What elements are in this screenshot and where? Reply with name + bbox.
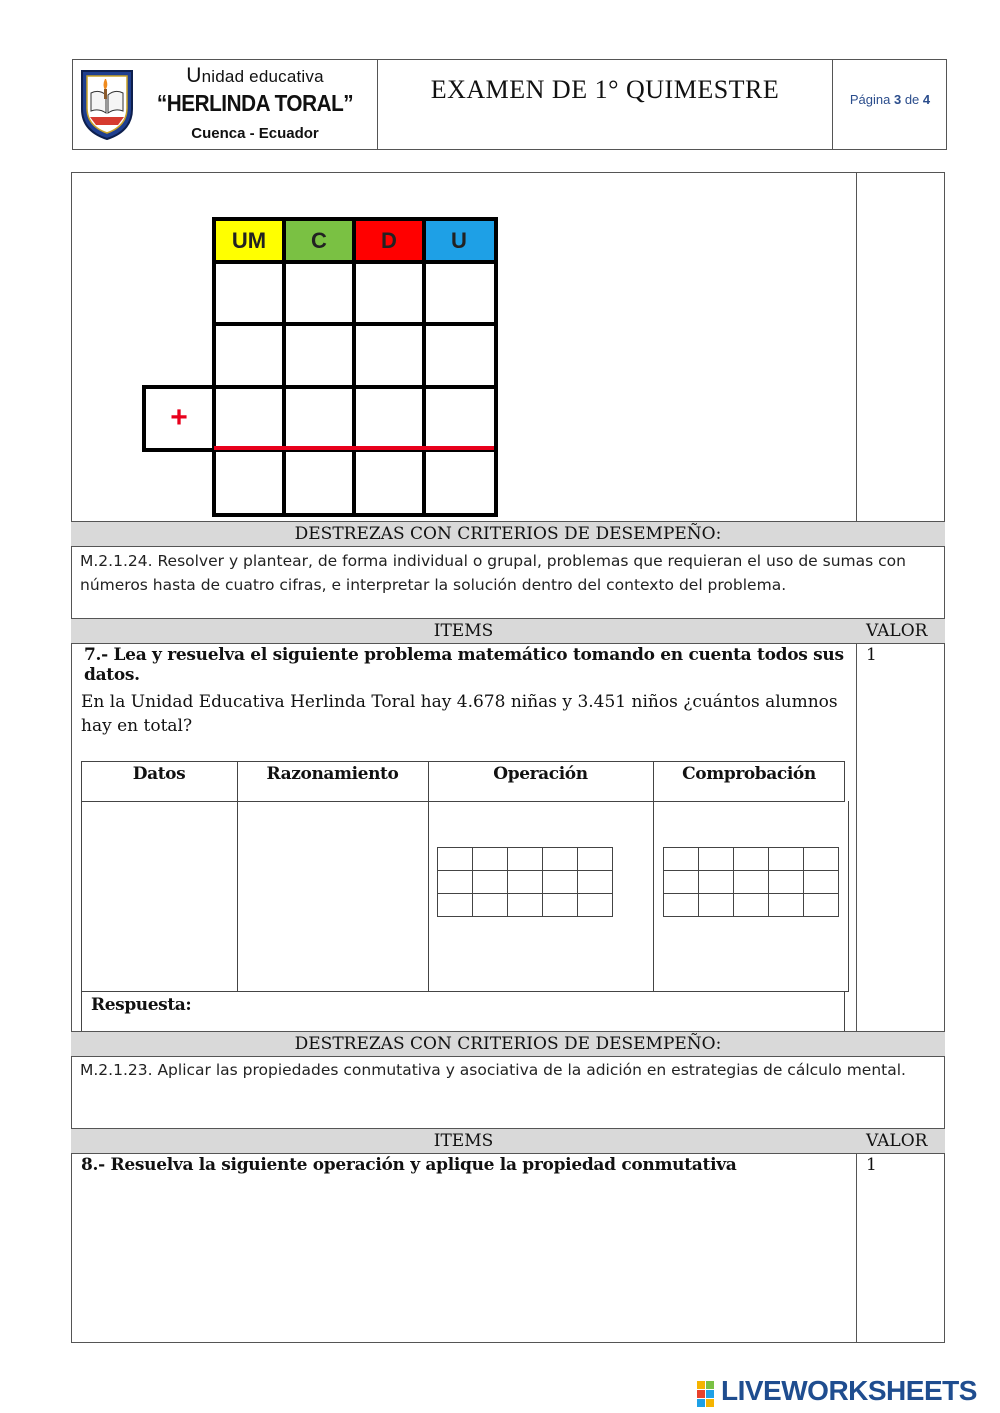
- table-divider: [428, 761, 429, 992]
- grid-cell[interactable]: [734, 848, 769, 871]
- grid-cell[interactable]: [664, 871, 699, 894]
- liveworksheets-icon: [697, 1381, 723, 1407]
- table-divider: [844, 992, 845, 1032]
- value-column-divider: [856, 1129, 857, 1343]
- page-current: 3: [893, 92, 902, 107]
- grid-cell[interactable]: [508, 894, 543, 917]
- grid-cell[interactable]: [804, 871, 839, 894]
- school-crest-logo: [78, 65, 136, 141]
- grid-cell[interactable]: [473, 848, 508, 871]
- pv-header-u: U: [424, 221, 494, 261]
- table-divider: [848, 801, 849, 992]
- grid-cell[interactable]: [699, 848, 734, 871]
- grid-cell[interactable]: [508, 848, 543, 871]
- question-8-title: 8.- Resuelva la siguiente operación y aplique la propiedad conmutativa: [81, 1155, 737, 1175]
- valor-label: VALOR: [866, 1131, 928, 1151]
- table-divider: [653, 761, 654, 992]
- value-column-divider: [856, 172, 857, 522]
- page-label: Página: [849, 92, 891, 107]
- liveworksheets-brand: LIVEWORKSHEETS: [721, 1375, 977, 1406]
- exam-title: EXAMEN DE 1° QUIMESTRE: [430, 75, 780, 104]
- question-8-value: 1: [866, 1155, 877, 1175]
- school-name: “HERLINDA TORAL”: [156, 90, 354, 116]
- answer-input-area[interactable]: [200, 993, 840, 1029]
- grid-cell[interactable]: [734, 894, 769, 917]
- grid-cell[interactable]: [664, 894, 699, 917]
- pv-header-um: UM: [214, 221, 284, 261]
- school-type: Unidad educativa: [186, 64, 324, 87]
- valor-label: VALOR: [866, 621, 928, 641]
- pv-header-c: C: [284, 221, 354, 261]
- value-column-divider: [856, 619, 857, 1032]
- liveworksheets-logo: [697, 1377, 997, 1409]
- grid-cell[interactable]: [543, 848, 578, 871]
- grid-cell[interactable]: [508, 871, 543, 894]
- grid-cell[interactable]: [769, 894, 804, 917]
- question-7-value: 1: [866, 645, 877, 665]
- razonamiento-answer-area[interactable]: [238, 802, 428, 991]
- skill-description: M.2.1.24. Resolver y plantear, de forma individual o grupal, problemas que requieran el uso de sumas con números hasta de cuatro cifras, e interpretar la solución dentro del contexto del problema.: [80, 552, 906, 594]
- question-7-title: 7.- Lea y resuelva el siguiente problema matemático tomando en cuenta todos sus datos.: [84, 645, 844, 685]
- grid-cell[interactable]: [473, 894, 508, 917]
- grid-cell[interactable]: [438, 848, 473, 871]
- school-location: Cuenca - Ecuador: [191, 125, 319, 142]
- grid-cell[interactable]: [699, 871, 734, 894]
- col-header-datos: Datos: [132, 764, 186, 784]
- items-label: ITEMS: [433, 621, 494, 641]
- col-header-razonamiento: Razonamiento: [266, 764, 399, 784]
- grid-cell[interactable]: [543, 871, 578, 894]
- question-8-answer-area[interactable]: [80, 1185, 850, 1335]
- pv-header-d: D: [354, 221, 424, 261]
- items-label: ITEMS: [433, 1131, 494, 1151]
- grid-cell[interactable]: [578, 894, 613, 917]
- grid-cell[interactable]: [769, 871, 804, 894]
- grid-cell[interactable]: [699, 894, 734, 917]
- grid-cell[interactable]: [438, 871, 473, 894]
- place-value-grid: [142, 217, 499, 517]
- col-header-comprobacion: Comprobación: [682, 764, 816, 784]
- table-divider: [81, 991, 849, 992]
- pv-grid-lines: [142, 217, 499, 517]
- datos-answer-area[interactable]: [82, 802, 237, 991]
- grid-cell[interactable]: [734, 871, 769, 894]
- col-header-operacion: Operación: [493, 764, 588, 784]
- skills-header: DESTREZAS CON CRITERIOS DE DESEMPEÑO:: [71, 521, 945, 547]
- grid-cell[interactable]: [543, 894, 578, 917]
- page-total: 4: [922, 92, 931, 107]
- skills-header: DESTREZAS CON CRITERIOS DE DESEMPEÑO:: [71, 1031, 945, 1057]
- grid-cell[interactable]: [664, 848, 699, 871]
- grid-cell[interactable]: [578, 871, 613, 894]
- page-of: de: [904, 92, 920, 107]
- grid-cell[interactable]: [438, 894, 473, 917]
- page-indicator: [833, 92, 947, 107]
- plus-operator: +: [170, 401, 188, 434]
- operation-grid: [437, 847, 613, 917]
- grid-cell[interactable]: [578, 848, 613, 871]
- grid-cell[interactable]: [804, 848, 839, 871]
- skill-description: M.2.1.23. Aplicar las propiedades conmutativa y asociativa de la adición en estrategias de cálculo mental.: [80, 1061, 906, 1079]
- grid-cell[interactable]: [804, 894, 839, 917]
- question-7-body: En la Unidad Educativa Herlinda Toral hay 4.678 niñas y 3.451 niños ¿cuántos alumnos hay en total?: [81, 692, 838, 736]
- answer-label: Respuesta:: [91, 995, 192, 1015]
- grid-cell[interactable]: [769, 848, 804, 871]
- verification-grid: [663, 847, 839, 917]
- grid-cell[interactable]: [473, 871, 508, 894]
